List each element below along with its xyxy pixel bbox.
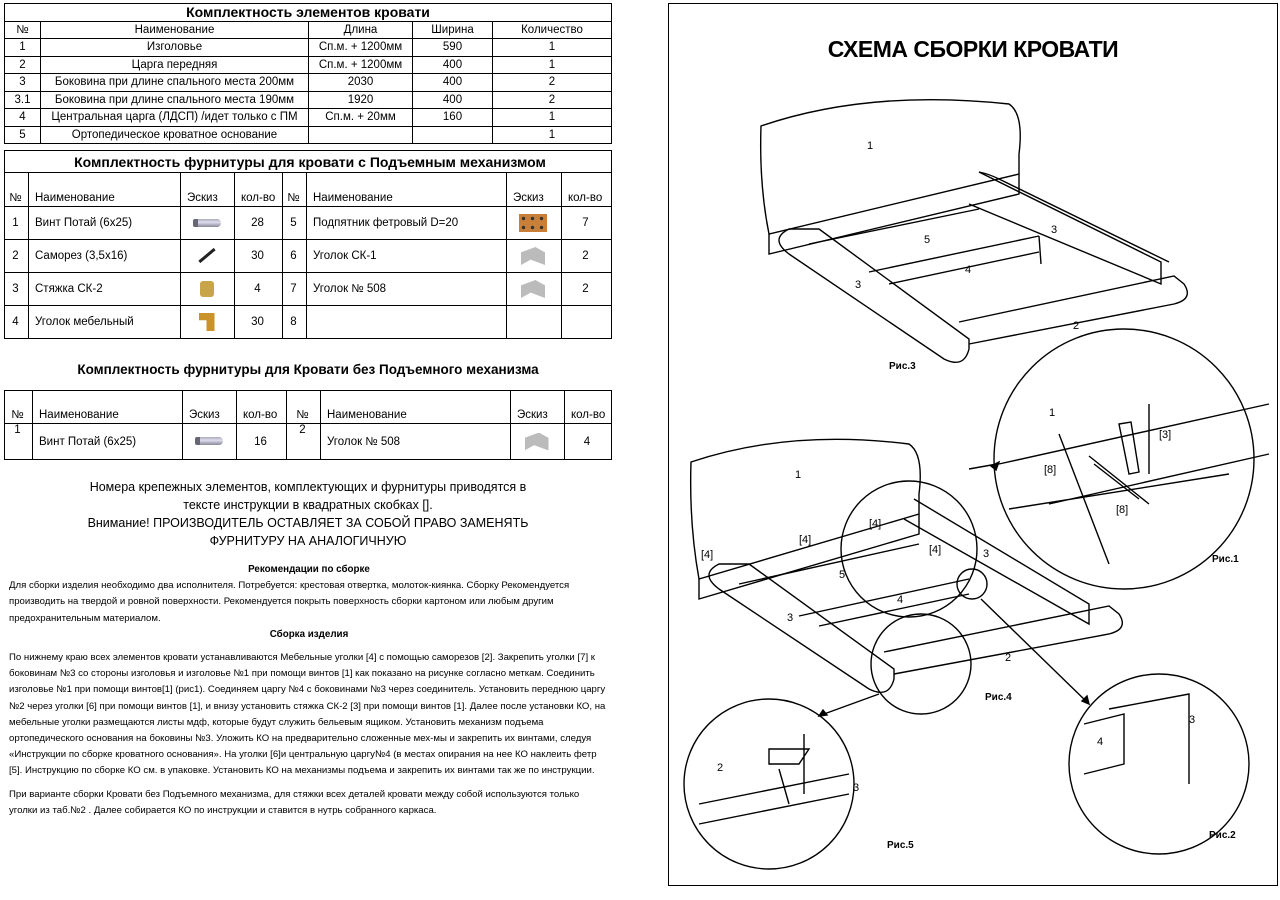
- table-header: [5, 391, 612, 424]
- bed-assembly-drawing: [669, 4, 1279, 887]
- table-row: [5, 56, 612, 74]
- table-title: Комплектность фурнитуры для кровати с Подъемным механизмом: [5, 151, 612, 173]
- cell: 6: [283, 240, 307, 273]
- figure-label: Рис.2: [1209, 830, 1236, 841]
- notice-line: ФУРНИТУРУ НА АНАЛОГИЧНУЮ: [209, 534, 407, 548]
- screw-sketch-icon: [181, 207, 235, 240]
- part-label: 5: [924, 234, 931, 246]
- col-header: Эскиз: [511, 391, 565, 424]
- col-header: Количество: [493, 21, 612, 39]
- paragraph: По нижнему краю всех элементов кровати устанавливаются Мебельные уголки [4] с помощью саморезов [2]. Закрепить уголки [7] к боковинам №3 со стороны изголовья и изголовье №1 при помощи винтов [1] как показано на рисунке согласно меткам. Соединить изголовье №1 при помощи винтов[1] (рис1). Соединяем царгу №4 с боковинами №3 через соединитель. Установить переднюю царгу №2 через уголки [6] при помощи винтов [1], и внизу установить стяжка СК-2 [3] при помощи винтов [1]. Далее после установки КО, на мебельные уголки размещаются листы мдф, которые будут служить бельевым ящиком. Установить механизм подъема ортопедического основания на боковины №3. Уложить КО на предварительно сложенные мех-мы и закрепить их винтами, следуя «Инструкции по сборке кроватного основания». На уголки [6]и центральную царгу№4 (в местах опирания на нее КО наклеить фетр [5]. Инструкцию по сборке КО см. в упаковке. Установить КО на механизмы подъема и закрепить их винтами так же по инструкции.: [9, 652, 606, 777]
- cell: Сп.м. + 1200мм: [309, 56, 413, 74]
- part-label: 4: [965, 264, 972, 276]
- tie-sk2-sketch-icon: [181, 273, 235, 306]
- cell: 2030: [309, 74, 413, 92]
- cell: Сп.м. + 20мм: [309, 109, 413, 127]
- cell: 590: [413, 39, 493, 57]
- section-heading: Сборка изделия: [269, 628, 349, 640]
- table-row: [5, 207, 612, 240]
- notice-line: Номера крепежных элементов, комплектующих и фурнитуры приводятся в: [89, 480, 527, 494]
- cell: 1: [493, 39, 612, 57]
- notice: [4, 478, 612, 550]
- cell: Стяжка СК-2: [29, 273, 181, 306]
- cell: Боковина при длине спального места 190мм: [41, 91, 309, 109]
- cell: Центральная царга (ЛДСП) /идет только с ПМ: [41, 109, 309, 127]
- cell: Царга передняя: [41, 56, 309, 74]
- cell: Уголок № 508: [307, 273, 507, 306]
- cell: 4: [565, 424, 612, 460]
- cell: 3: [5, 74, 41, 92]
- corner-sk1-sketch-icon: [507, 240, 562, 273]
- bracket-sketch-icon: [511, 424, 565, 460]
- cell: [562, 306, 612, 339]
- table-row: [5, 91, 612, 109]
- cell: Уголок СК-1: [307, 240, 507, 273]
- cell: Подпятник фетровый D=20: [307, 207, 507, 240]
- cell: 1: [5, 424, 33, 460]
- cell: 4: [5, 109, 41, 127]
- assembly-scheme-panel: [668, 3, 1278, 886]
- part-label: 3: [855, 279, 862, 291]
- cell: Изголовье: [41, 39, 309, 57]
- cell: 28: [235, 207, 283, 240]
- part-label: 3: [853, 782, 860, 794]
- cell: 400: [413, 56, 493, 74]
- col-header: №: [287, 391, 321, 424]
- table-row: [5, 109, 612, 127]
- cell: 2: [493, 91, 612, 109]
- cell: 160: [413, 109, 493, 127]
- table-row: [5, 126, 612, 144]
- part-label: 4: [1097, 736, 1104, 748]
- cell: 30: [235, 240, 283, 273]
- cell: [413, 126, 493, 144]
- cell: Ортопедическое кроватное основание: [41, 126, 309, 144]
- callout-label: [3]: [1159, 429, 1172, 441]
- col-header: Наименование: [321, 391, 511, 424]
- callout-label: [8]: [1044, 464, 1057, 476]
- table-row: [5, 306, 612, 339]
- figure-label: Рис.4: [985, 692, 1012, 703]
- cell: Уголок мебельный: [29, 306, 181, 339]
- cell: 4: [235, 273, 283, 306]
- self-tapping-screw-sketch-icon: [181, 240, 235, 273]
- cell: 7: [562, 207, 612, 240]
- cell: 400: [413, 74, 493, 92]
- felt-pad-sketch-icon: [507, 207, 562, 240]
- col-header: кол-во: [565, 391, 612, 424]
- col-header: кол-во: [562, 173, 612, 207]
- table-header: [5, 173, 612, 207]
- cell: Винт Потай (6х25): [33, 424, 183, 460]
- cell: 5: [5, 126, 41, 144]
- figure-label: Рис.3: [889, 361, 916, 372]
- cell: [309, 126, 413, 144]
- cell: 1: [493, 126, 612, 144]
- cell: 2: [562, 240, 612, 273]
- cell: 7: [283, 273, 307, 306]
- cell: 2: [5, 56, 41, 74]
- cell: 8: [283, 306, 307, 339]
- cell: 1: [5, 39, 41, 57]
- cell: 1: [493, 56, 612, 74]
- callout-label: [4]: [929, 544, 942, 556]
- callout-label: [4]: [701, 549, 714, 561]
- notice-line: Внимание! ПРОИЗВОДИТЕЛЬ ОСТАВЛЯЕТ ЗА СОБОЙ ПРАВО ЗАМЕНЯТЬ: [87, 516, 529, 530]
- table-header: [5, 21, 612, 39]
- table-row: [5, 240, 612, 273]
- col-header: Наименование: [307, 173, 507, 207]
- cell: 1: [493, 109, 612, 127]
- col-header: №: [5, 21, 41, 39]
- cell: 1: [5, 207, 29, 240]
- cell: 400: [413, 91, 493, 109]
- callout-label: [4]: [799, 534, 812, 546]
- col-header: №: [283, 173, 307, 207]
- col-header: кол-во: [235, 173, 283, 207]
- cell: Уголок № 508: [321, 424, 511, 460]
- table3-title: Комплектность фурнитуры для Кровати без Подъемного механизма: [77, 362, 539, 377]
- cell: 2: [287, 424, 321, 460]
- figure-label: Рис.1: [1212, 554, 1239, 565]
- scheme-title: СХЕМА СБОРКИ КРОВАТИ: [827, 36, 1119, 62]
- cell: 2: [562, 273, 612, 306]
- part-label: 5: [839, 569, 846, 581]
- col-header: Наименование: [33, 391, 183, 424]
- table-row: [5, 74, 612, 92]
- col-header: №: [5, 173, 29, 207]
- table-title: Комплектность элементов кровати: [5, 4, 612, 22]
- col-header: Эскиз: [507, 173, 562, 207]
- col-header: №: [5, 391, 33, 424]
- table-row: [5, 39, 612, 57]
- col-header: кол-во: [237, 391, 287, 424]
- cell: 1920: [309, 91, 413, 109]
- part-label: 2: [1005, 652, 1012, 664]
- cell: Винт Потай (6х25): [29, 207, 181, 240]
- col-header: Наименование: [29, 173, 181, 207]
- cell: 2: [493, 74, 612, 92]
- bed-elements-table: [4, 3, 612, 144]
- part-label: 3: [1189, 714, 1196, 726]
- col-header: Длина: [309, 21, 413, 39]
- table-row: [5, 273, 612, 306]
- callout-label: [8]: [1116, 504, 1129, 516]
- table-row: [5, 424, 612, 460]
- screw-sketch-icon: [183, 424, 237, 460]
- cell: Боковина при длине спального места 200мм: [41, 74, 309, 92]
- part-label: 2: [1073, 320, 1080, 332]
- part-label: 3: [983, 548, 990, 560]
- col-header: Ширина: [413, 21, 493, 39]
- col-header: Наименование: [41, 21, 309, 39]
- section-heading: Рекомендации по сборке: [248, 564, 370, 575]
- part-label: 4: [897, 594, 904, 606]
- cell: 3: [5, 273, 29, 306]
- notice-line: тексте инструкции в квадратных скобках [].: [183, 498, 433, 512]
- paragraph: При варианте сборки Кровати без Подъемного механизма, для стяжки всех деталей кровати между собой используются только уголки из таб.№2 . Далее собирается КО по инструкции и ставится в нутрь собранного каркаса.: [9, 788, 580, 816]
- cell: 5: [283, 207, 307, 240]
- lift-hardware-table: [4, 150, 612, 339]
- cell: 3.1: [5, 91, 41, 109]
- cell: 30: [235, 306, 283, 339]
- no-lift-hardware-table: [4, 390, 612, 460]
- empty-sketch: [507, 306, 562, 339]
- furniture-corner-sketch-icon: [181, 306, 235, 339]
- cell: Сп.м. + 1200мм: [309, 39, 413, 57]
- cell: [307, 306, 507, 339]
- corner-508-sketch-icon: [507, 273, 562, 306]
- recommendations: [9, 562, 609, 819]
- cell: 2: [5, 240, 29, 273]
- cell: 16: [237, 424, 287, 460]
- cell: 4: [5, 306, 29, 339]
- col-header: Эскиз: [183, 391, 237, 424]
- part-label: 2: [717, 762, 724, 774]
- cell: Саморез (3,5х16): [29, 240, 181, 273]
- part-label: 1: [795, 469, 802, 481]
- part-label: 1: [867, 140, 874, 152]
- figure-label: Рис.5: [887, 840, 914, 851]
- paragraph: Для сборки изделия необходимо два исполнителя. Потребуется: крестовая отвертка, молоток-киянка. Сборку Рекомендуется производить на твердой и ровной поверхности. Рекомендуется покрыть поверхность сборки картоном или любым другим предохранительным материалом.: [9, 580, 570, 624]
- col-header: Эскиз: [181, 173, 235, 207]
- part-label: 3: [787, 612, 794, 624]
- callout-label: [4]: [869, 518, 882, 530]
- part-label: 1: [1049, 407, 1056, 419]
- part-label: 3: [1051, 224, 1058, 236]
